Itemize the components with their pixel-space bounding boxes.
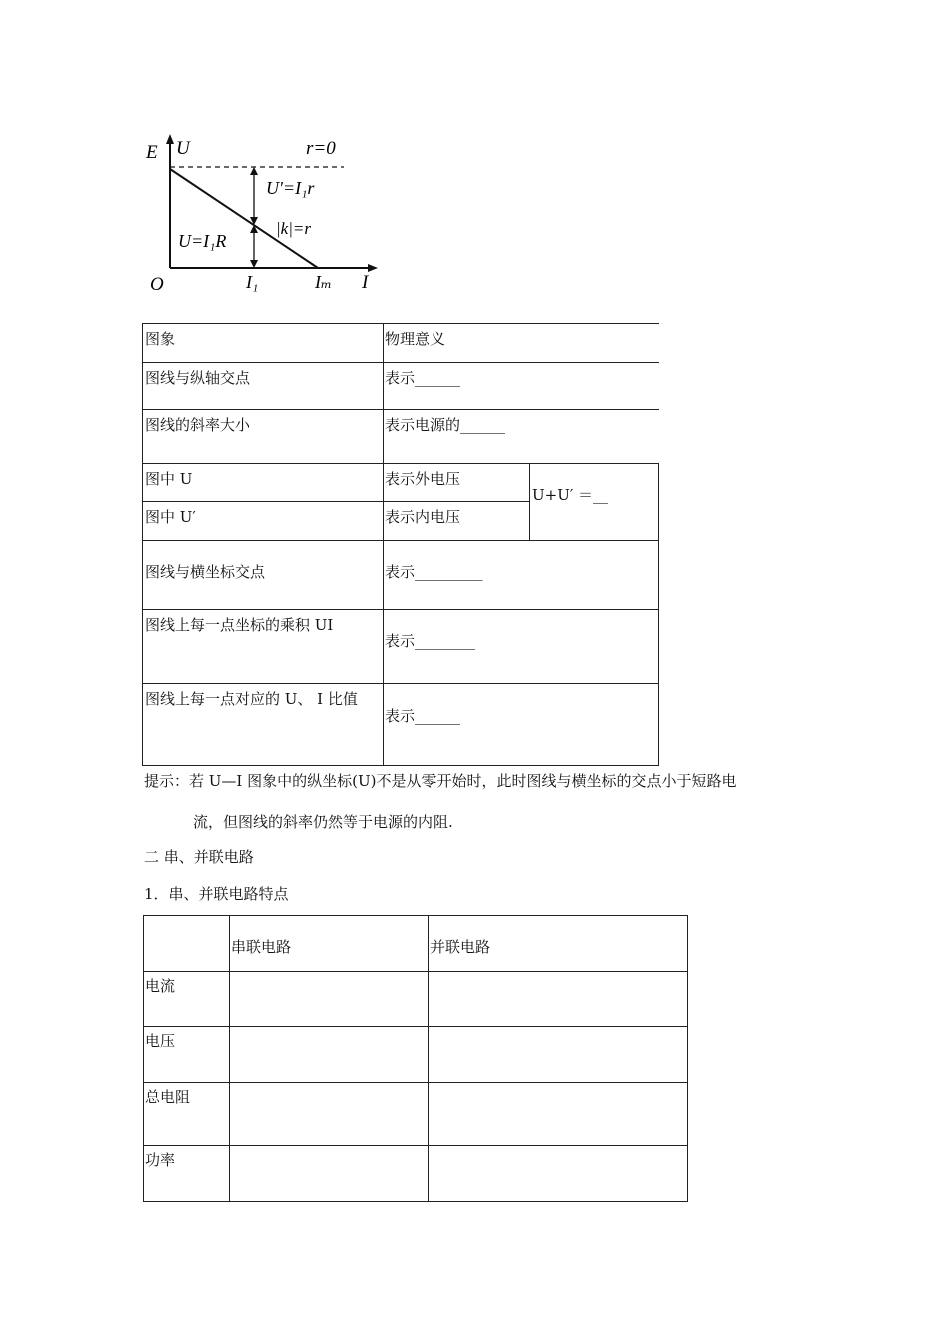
t1-line <box>142 362 659 363</box>
t1-r6-right: 表示________ <box>385 632 476 650</box>
label-i: I <box>362 272 369 293</box>
t1-line <box>142 609 659 610</box>
t2-row-voltage: 电压 <box>145 1032 176 1050</box>
t1-r1-left: 图线的斜率大小 <box>145 416 251 434</box>
t1-r7-right: 表示______ <box>385 707 461 725</box>
t1-r0-left: 图线与纵轴交点 <box>145 369 251 387</box>
t1-r5-right: 表示_________ <box>385 563 483 581</box>
label-u: U <box>176 138 190 159</box>
label-uprime: U′=I₁r <box>266 178 315 198</box>
t1-border-bottom <box>142 765 659 766</box>
hint-line1: 提示：若 U—I 图象中的纵坐标(U)不是从零开始时，此时图线与横坐标的交点小于短路电 <box>144 772 737 790</box>
t1-vline-split <box>529 463 530 540</box>
t1-r1-right: 表示电源的______ <box>385 416 506 434</box>
label-im: Iₘ <box>315 272 333 292</box>
label-r0: r=0 <box>306 138 336 159</box>
u-arrow-bottom <box>250 260 258 268</box>
t2-border-bottom <box>143 1201 688 1202</box>
t2-vline <box>229 915 230 1202</box>
ui-diagram <box>140 130 390 300</box>
t1-line <box>142 540 659 541</box>
t1-merged-cell: U+U′ ＝__ <box>532 486 609 504</box>
t1-r5-left: 图线与横坐标交点 <box>145 563 266 581</box>
i-axis-arrow <box>368 264 378 272</box>
t2-row-current: 电流 <box>145 977 176 995</box>
t2-header-series: 串联电路 <box>231 938 292 956</box>
t1-header-right: 物理意义 <box>385 330 446 348</box>
label-o: O <box>150 274 164 295</box>
t2-border-top <box>143 915 688 916</box>
t1-r2-right: 表示外电压 <box>385 470 461 488</box>
section-title: 二 串、并联电路 <box>144 848 254 866</box>
label-i1: I₁ <box>246 272 259 292</box>
label-uir: U=I₁R <box>178 231 227 251</box>
t2-vline <box>143 915 144 1202</box>
t1-r3-right: 表示内电压 <box>385 508 461 526</box>
t2-line <box>143 1082 688 1083</box>
label-k: |k|=r <box>276 219 311 238</box>
t2-header-parallel: 并联电路 <box>430 938 491 956</box>
t1-header-left: 图象 <box>145 330 176 348</box>
t1-vline-mid <box>383 323 384 766</box>
t1-r0-right: 表示______ <box>385 369 461 387</box>
t2-line <box>143 1145 688 1146</box>
t1-r2-left: 图中 U <box>145 470 193 488</box>
t1-vline-left <box>142 323 143 766</box>
t1-line <box>142 501 530 502</box>
t2-vline <box>687 915 688 1202</box>
t2-row-power: 功率 <box>145 1151 176 1169</box>
subsection-title: 1．串、并联电路特点 <box>144 885 289 903</box>
t1-line <box>142 683 659 684</box>
t2-line <box>143 971 688 972</box>
t2-line <box>143 1026 688 1027</box>
t1-vline-right <box>658 463 659 766</box>
t1-line <box>142 409 659 410</box>
t2-row-resistance: 总电阻 <box>145 1088 191 1106</box>
label-e: E <box>146 142 158 163</box>
u-axis-arrow <box>166 134 174 144</box>
hint-line2: 流，但图线的斜率仍然等于电源的内阻. <box>193 813 453 831</box>
t1-r3-left: 图中 U′ <box>145 508 196 526</box>
circuit-table <box>143 915 688 1202</box>
t1-r6-left: 图线上每一点坐标的乘积 UI <box>145 616 334 634</box>
t1-line <box>142 463 659 464</box>
meaning-table <box>142 323 659 766</box>
t1-border-top <box>142 323 659 324</box>
uprime-arrow-top <box>250 167 258 175</box>
t2-vline <box>428 915 429 1202</box>
t1-r7-left: 图线上每一点对应的 U、 I 比值 <box>145 690 358 708</box>
